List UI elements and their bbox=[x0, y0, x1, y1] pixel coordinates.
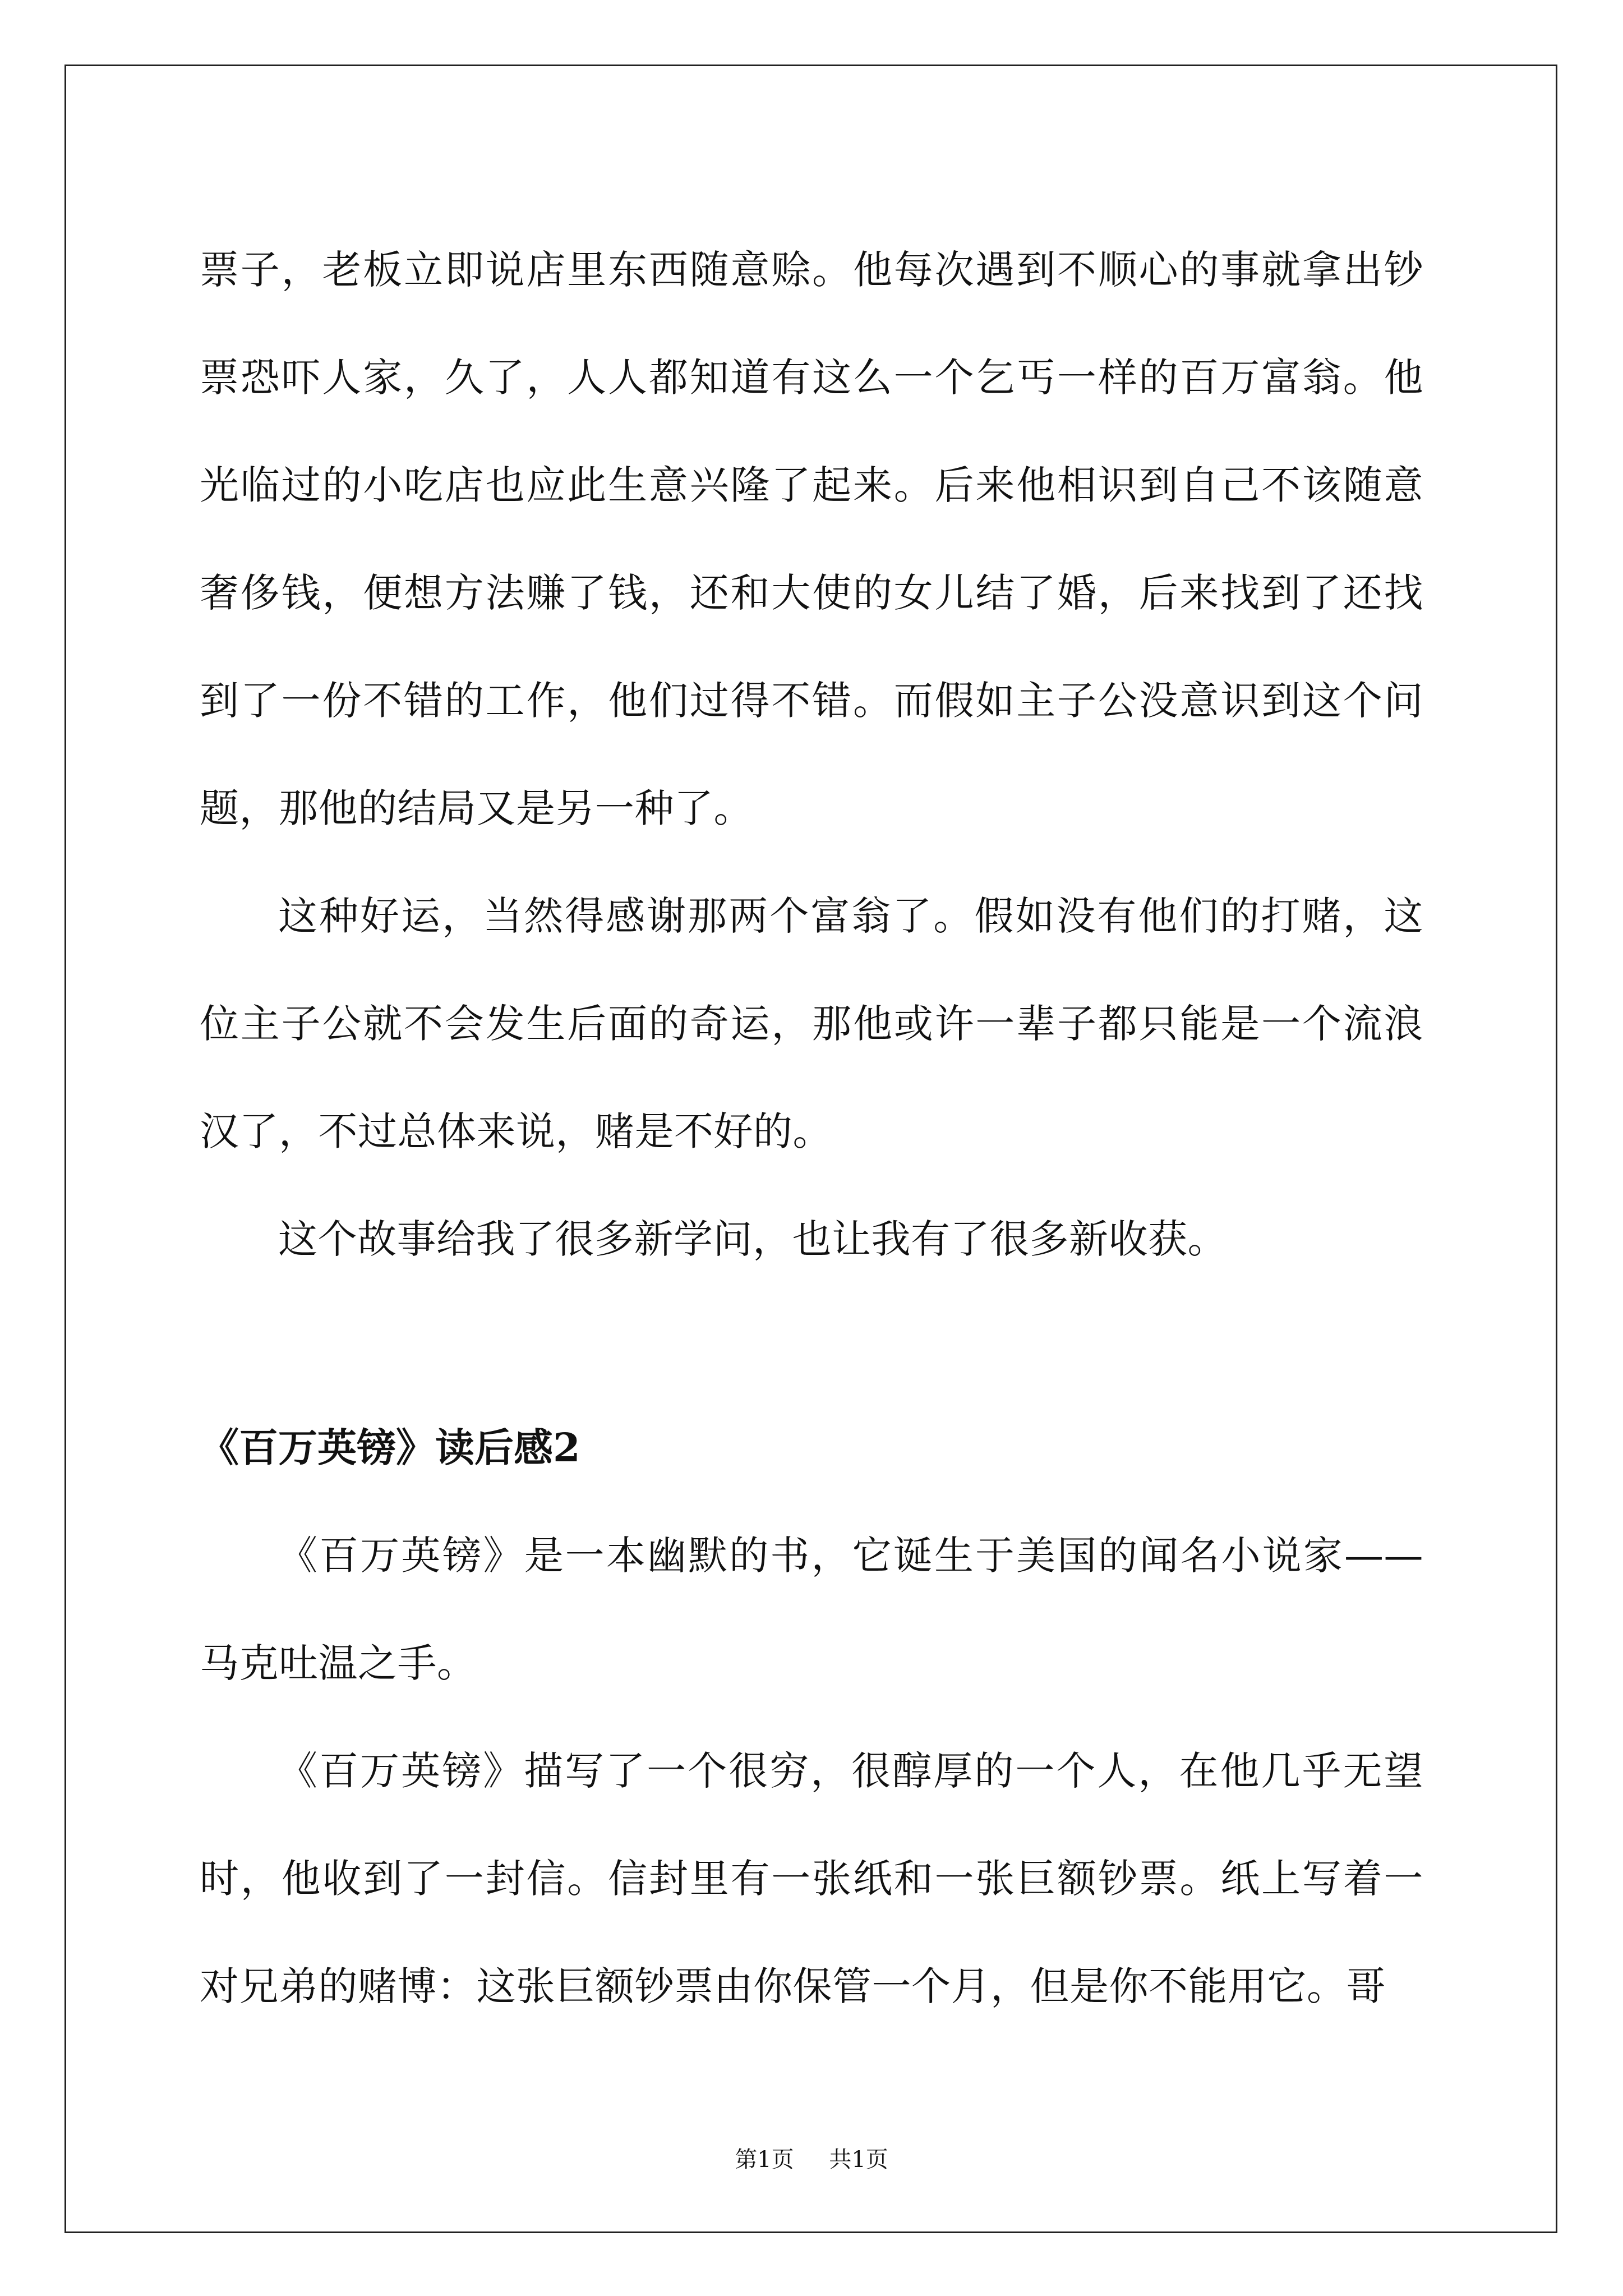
page-number: 第1页 bbox=[735, 2147, 794, 2173]
paragraph-luck: 这种好运，当然得感谢那两个富翁了。假如没有他们的打赌，这位主子公就不会发生后面的奇运，那他或许一辈子都只能是一个流浪汉了，不过总体来说，赌是不好的。 bbox=[200, 893, 1423, 1154]
paragraph-continuation: 票子，老板立即说店里东西随意赊。他每次遇到不顺心的事就拿出钞票恐吓人家，久了，人人都知道有这么一个乞丐一样的百万富翁。他光临过的小吃店也应此生意兴隆了起来。后来他相识到自己不该随意奢侈钱，便想方法赚了钱，还和大使的女儿结了婚，后来找到了还找到了一份不错的工作，他们过得不错。而假如主子公没意识到这个问题，那他的结局又是另一种了。 bbox=[200, 247, 1423, 831]
page-footer bbox=[0, 2143, 1623, 2177]
paragraph-conclusion: 这个故事给我了很多新学问，也让我有了很多新收获。 bbox=[278, 1216, 1227, 1262]
page-total: 共1页 bbox=[829, 2147, 888, 2173]
paragraph-summary: 《百万英镑》描写了一个很穷，很醇厚的一个人，在他几乎无望时，他收到了一封信。信封里有一张纸和一张巨额钞票。纸上写着一对兄弟的赌博：这张巨额钞票由你保管一个月，但是你不能用它。哥 bbox=[200, 1748, 1423, 2009]
document-body bbox=[200, 216, 1423, 2040]
section-heading: 《百万英镑》读后感2 bbox=[200, 1424, 580, 1471]
paragraph-intro: 《百万英镑》是一本幽默的书，它诞生于美国的闻名小说家——马克吐温之手。 bbox=[200, 1533, 1423, 1686]
